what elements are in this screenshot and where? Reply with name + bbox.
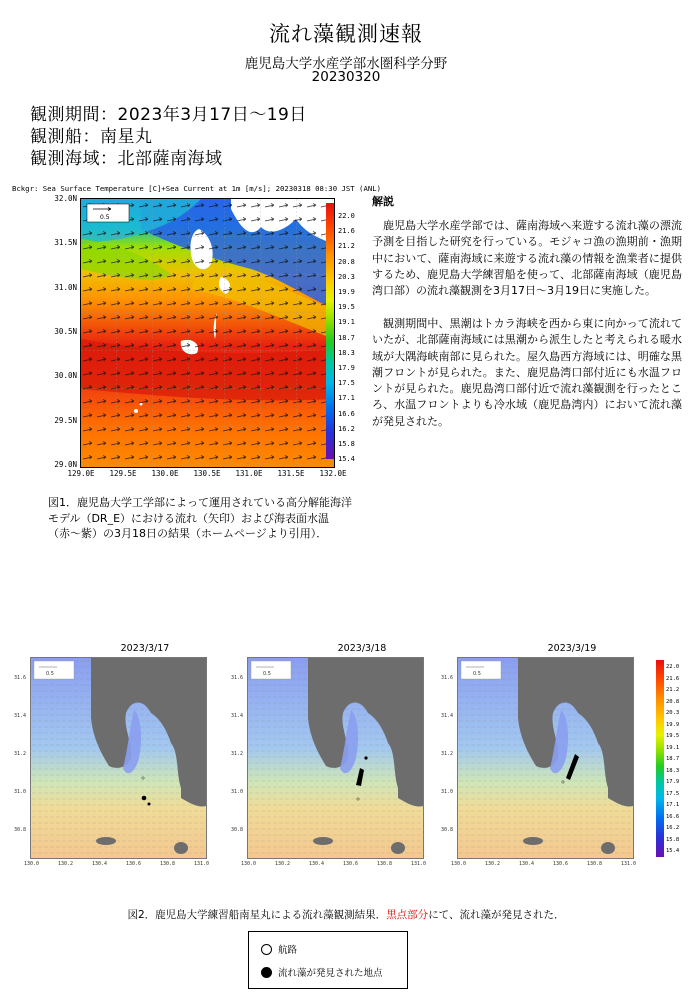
small-colorbar-label: 15.8 (666, 836, 680, 843)
small-map-lat-tick: 31.6 (231, 675, 244, 681)
colorbar-label: 17.1 (338, 394, 355, 403)
found-point (142, 796, 147, 801)
main-map-scale: 0.5 (100, 214, 110, 221)
small-colorbar-label: 20.8 (666, 698, 680, 705)
figure2-caption-highlight: 黒点部分 (386, 909, 429, 921)
observation-period: 観測期間：2023年3月17日〜19日 (30, 105, 307, 125)
colorbar-label: 18.7 (338, 333, 355, 342)
small-map-lat-tick: 31.0 (441, 789, 454, 795)
colorbar-label: 16.2 (338, 424, 355, 433)
legend-found (261, 965, 383, 979)
small-colorbar-label: 20.3 (666, 710, 680, 716)
lon-tick: 129.5E (109, 469, 137, 478)
small-map-lon-tick: 130.2 (485, 861, 501, 867)
colorbar-label: 19.1 (338, 318, 355, 327)
small-colorbar-label: 19.9 (666, 721, 680, 728)
small-map-title: 2023/3/17 (120, 643, 170, 654)
figure2-caption-text: 図2．鹿児島大学練習船南星丸による流れ藻観測結果． (127, 909, 387, 921)
lat-tick: 30.0N (54, 371, 77, 381)
open-circle-icon (261, 944, 272, 955)
main-map (80, 198, 335, 468)
small-colorbar-label: 18.7 (666, 756, 680, 762)
small-map-lon-tick: 130.8 (377, 861, 393, 867)
legend-found-label: 流れ藻が発見された地点 (278, 968, 383, 979)
lat-tick: 29.5N (54, 415, 77, 425)
small-colorbar-label: 17.5 (666, 790, 680, 797)
small-map-lat-tick: 31.6 (14, 675, 27, 681)
small-colorbar-label: 17.1 (666, 802, 680, 808)
small-map-lon-tick: 130.2 (275, 861, 291, 867)
lon-tick: 129.0E (67, 469, 95, 478)
lon-tick: 131.0E (235, 469, 263, 478)
page-title: 流れ藻観測速報 (269, 22, 423, 46)
small-map-lon-tick: 130.8 (587, 861, 603, 867)
main-map-title: Bckgr: Sea Surface Temperature [C]+Sea Current at 1m [m/s]; 20230318 08:30 JST (ANL) (12, 184, 382, 193)
figure2-caption-tail: にて、流れ藻が発見された． (428, 909, 565, 921)
small-map-lon-tick: 131.0 (621, 861, 637, 867)
small-map-lat-tick: 30.8 (14, 827, 27, 833)
explanation-paragraph-2: 観測期間中、黒潮はトカラ海峡を西から東に向かって流れていたが、北部薩南海域には黒潮から派生したと考えられる暖水域が大隅海峡南部に見られた。屋久島西方海域には、明確な黒潮フロントが見られた。また、鹿児島湾口部付近にも水温フロントが見られた。鹿児島湾口部付近で流れ藻観測を行ったところ、水温フロントよりも冷水域（鹿児島湾内）において流れ藻が発見された。 (372, 317, 682, 428)
small-map-lon-tick: 130.4 (309, 861, 325, 867)
lon-tick: 130.0E (151, 469, 179, 478)
small-map-lat-tick: 31.2 (14, 751, 27, 757)
legend-route (261, 942, 297, 956)
lat-tick: 32.0N (54, 194, 77, 203)
filled-circle-icon (261, 967, 272, 978)
small-colorbar-label: 19.1 (666, 744, 680, 751)
small-map-title: 2023/3/18 (337, 643, 387, 654)
small-map-lat-tick: 31.4 (14, 713, 27, 719)
small-map-lat-tick: 31.4 (231, 713, 244, 719)
observation-vessel: 観測船：南星丸 (30, 127, 153, 147)
lon-tick: 130.5E (193, 469, 221, 478)
small-map-lat-tick: 31.2 (441, 751, 454, 757)
found-point (148, 803, 151, 806)
small-map-lon-tick: 131.0 (411, 861, 427, 867)
lat-tick: 31.0N (54, 282, 77, 292)
small-map-lat-tick: 30.8 (231, 827, 244, 833)
lon-tick: 132.0E (319, 469, 347, 478)
small-map-lon-tick: 130.6 (343, 861, 359, 867)
small-map-lat-tick: 31.4 (441, 713, 454, 719)
small-colorbar-label: 22.0 (666, 664, 680, 670)
main-map-colorbar (326, 203, 334, 459)
small-colorbar-label: 21.2 (666, 687, 680, 693)
small-map-lon-tick: 130.6 (126, 861, 142, 867)
small-map-lat-tick: 31.0 (14, 789, 27, 795)
small-map-lat-tick: 31.2 (231, 751, 244, 757)
small-map-colorbar (656, 660, 664, 857)
small-colorbar-label: 18.3 (666, 767, 680, 774)
institution: 鹿児島大学水産学部水圏科学分野 (244, 56, 448, 72)
small-map-lon-tick: 130.4 (519, 861, 535, 867)
small-map-scale: 0.5 (473, 671, 481, 677)
colorbar-label: 16.6 (338, 409, 355, 418)
small-map-scale: 0.5 (46, 671, 54, 677)
found-point (364, 756, 367, 759)
small-map-lon-tick: 130.6 (553, 861, 569, 867)
small-colorbar-label: 16.6 (666, 813, 680, 820)
colorbar-label: 19.5 (338, 303, 355, 312)
small-map-lon-tick: 130.8 (160, 861, 176, 867)
lat-tick: 31.5N (54, 238, 77, 248)
colorbar-label: 19.9 (338, 288, 355, 296)
colorbar-label: 21.6 (338, 227, 355, 236)
small-colorbar-label: 17.9 (666, 779, 680, 785)
figure1-caption: 図1．鹿児島大学工学部によって運用されている高分解能海洋モデル（DR_E）における流れ（矢印）および海表面水温（赤〜紫）の3月18日の結果（ホームページより引用）． (48, 496, 352, 541)
colorbar-label: 15.4 (338, 455, 355, 464)
colorbar-label: 15.8 (338, 440, 355, 448)
small-map-scale: 0.5 (263, 671, 271, 677)
lat-tick: 30.5N (54, 326, 77, 336)
figure2-caption (0, 907, 692, 922)
small-map-lat-tick: 30.8 (441, 827, 454, 833)
colorbar-label: 17.5 (338, 379, 355, 388)
explanation-paragraph-1: 鹿児島大学水産学部では、薩南海域へ来遊する流れ藻の漂流予測を目指した研究を行っている。モジャコ漁の漁期前・漁期中において、薩南海域に来遊する流れ藻の情報を漁業者に提供するため、鹿児島大学練習船を使って、北部薩南海域（鹿児島湾口部）の流れ藻観測を3月17日〜3月19日に実施した。 (372, 219, 682, 298)
colorbar-label: 17.9 (338, 364, 355, 372)
small-map-lon-tick: 130.0 (241, 861, 257, 867)
colorbar-label: 22.0 (338, 212, 355, 220)
legend (248, 931, 408, 989)
small-map-1 (30, 657, 207, 859)
colorbar-label: 21.2 (338, 242, 355, 251)
sst-current-map (81, 199, 334, 467)
small-map-lon-tick: 130.0 (24, 861, 40, 867)
small-map-2 (247, 657, 424, 859)
small-colorbar-label: 21.6 (666, 675, 680, 682)
colorbar-label: 20.3 (338, 272, 355, 281)
lat-tick: 29.0N (54, 459, 77, 469)
small-map-lat-tick: 31.0 (231, 789, 244, 795)
small-map-lon-tick: 130.2 (58, 861, 74, 867)
small-map-3 (457, 657, 634, 859)
lon-tick: 131.5E (277, 469, 305, 478)
colorbar-label: 20.8 (338, 257, 355, 266)
observation-area: 観測海域：北部薩南海域 (30, 149, 223, 169)
explanation-heading: 解説 (372, 195, 394, 208)
colorbar-label: 18.3 (338, 348, 355, 357)
date-code: 20230320 (311, 69, 381, 85)
small-map-title: 2023/3/19 (547, 643, 597, 654)
small-map-lon-tick: 130.0 (451, 861, 467, 867)
small-colorbar-label: 19.5 (666, 733, 680, 739)
small-colorbar-label: 15.4 (666, 848, 680, 854)
small-colorbar-label: 16.2 (666, 825, 680, 831)
small-map-lat-tick: 31.6 (441, 675, 454, 681)
small-map-lon-tick: 130.4 (92, 861, 108, 867)
legend-route-label: 航路 (278, 945, 298, 956)
small-map-lon-tick: 131.0 (194, 861, 210, 867)
